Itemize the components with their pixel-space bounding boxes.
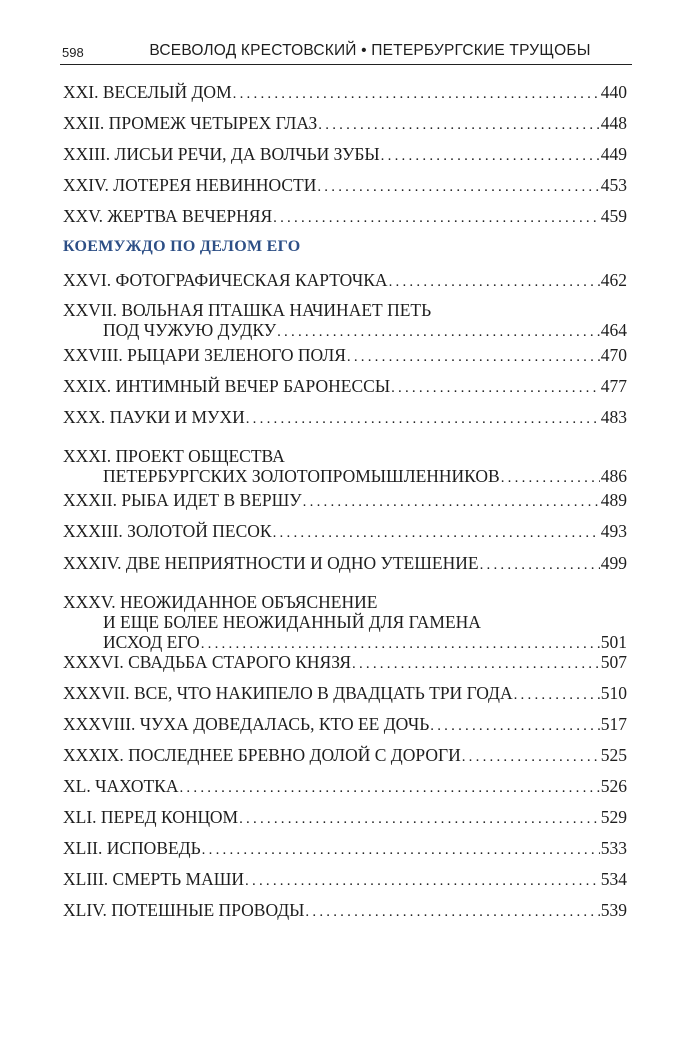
toc-entry-title: XLIII. СМЕРТЬ МАШИ bbox=[63, 869, 245, 889]
toc-entry-page: 510 bbox=[600, 683, 627, 703]
dot-leader bbox=[391, 378, 600, 398]
toc-entry[interactable] bbox=[63, 714, 627, 734]
toc-entry-page: 525 bbox=[600, 745, 627, 765]
toc-entry-title: XXXIX. ПОСЛЕДНЕЕ БРЕВНО ДОЛОЙ С ДОРОГИ bbox=[63, 745, 461, 765]
toc-entry-title: XXX. ПАУКИ И МУХИ bbox=[63, 407, 245, 427]
dot-leader bbox=[514, 685, 600, 705]
toc-entry[interactable] bbox=[63, 206, 627, 226]
toc-entry[interactable] bbox=[63, 900, 627, 920]
toc-entry-page: 453 bbox=[600, 175, 627, 195]
toc-entry-title: XXIV. ЛОТЕРЕЯ НЕВИННОСТИ bbox=[63, 175, 317, 195]
dot-leader bbox=[201, 634, 600, 654]
toc-entry[interactable] bbox=[63, 376, 627, 396]
toc-entry[interactable] bbox=[63, 683, 627, 703]
toc-entry[interactable] bbox=[63, 838, 627, 858]
dot-leader bbox=[462, 747, 600, 767]
dot-leader bbox=[381, 146, 600, 166]
dot-leader bbox=[239, 809, 600, 829]
toc-entry-title: XXXII. РЫБА ИДЕТ В ВЕРШУ bbox=[63, 490, 302, 510]
toc-entry-title: XXVII. ВОЛЬНАЯ ПТАШКА НАЧИНАЕТ ПЕТЬ bbox=[63, 300, 432, 320]
toc-entry-page: 464 bbox=[600, 320, 627, 340]
dot-leader bbox=[273, 523, 600, 543]
toc-entry-page: 459 bbox=[600, 206, 627, 226]
toc-entry-title: XXV. ЖЕРТВА ВЕЧЕРНЯЯ bbox=[63, 206, 273, 226]
toc-entry[interactable] bbox=[63, 745, 627, 765]
page-number: 598 bbox=[62, 45, 84, 60]
dot-leader bbox=[318, 115, 599, 135]
toc-entry[interactable] bbox=[63, 144, 627, 164]
toc-entry-title: XXXIII. ЗОЛОТОЙ ПЕСОК bbox=[63, 521, 272, 541]
toc-entry[interactable] bbox=[63, 446, 627, 486]
toc-entry[interactable] bbox=[63, 592, 627, 652]
dot-leader bbox=[501, 468, 600, 488]
dot-leader bbox=[430, 716, 599, 736]
dot-leader bbox=[245, 871, 600, 891]
toc-entry-title: XXIX. ИНТИМНЫЙ ВЕЧЕР БАРОНЕССЫ bbox=[63, 376, 391, 396]
toc-entry[interactable] bbox=[63, 407, 627, 427]
toc-entry-title: XXI. ВЕСЕЛЫЙ ДОМ bbox=[63, 82, 232, 102]
toc-entry[interactable] bbox=[63, 270, 627, 290]
toc-entry-title: XXXI. ПРОЕКТ ОБЩЕСТВА bbox=[63, 446, 285, 466]
dot-leader bbox=[305, 902, 599, 922]
toc-entry-page: 449 bbox=[600, 144, 627, 164]
toc-entry-page: 486 bbox=[600, 466, 627, 486]
toc-entry-page: 533 bbox=[600, 838, 627, 858]
toc-entry-title: XXIII. ЛИСЬИ РЕЧИ, ДА ВОЛЧЬИ ЗУБЫ bbox=[63, 144, 380, 164]
dot-leader bbox=[277, 322, 600, 342]
toc-entry[interactable] bbox=[63, 869, 627, 889]
dot-leader bbox=[347, 347, 600, 367]
toc-entry[interactable] bbox=[63, 652, 627, 672]
dot-leader bbox=[480, 555, 600, 575]
dot-leader bbox=[389, 272, 600, 292]
toc-entry-page: 526 bbox=[600, 776, 627, 796]
toc-entry[interactable] bbox=[63, 521, 627, 541]
dot-leader bbox=[303, 492, 600, 512]
dot-leader bbox=[233, 84, 600, 104]
toc-entry-page: 477 bbox=[600, 376, 627, 396]
toc-entry-title: XXVIII. РЫЦАРИ ЗЕЛЕНОГО ПОЛЯ bbox=[63, 345, 346, 365]
toc-entry-title: XLII. ИСПОВЕДЬ bbox=[63, 838, 201, 858]
toc-entry-title: XLI. ПЕРЕД КОНЦОМ bbox=[63, 807, 239, 827]
toc-entry[interactable] bbox=[63, 113, 627, 133]
dot-leader bbox=[273, 208, 600, 228]
toc-entry-title: ИСХОД ЕГО bbox=[103, 632, 200, 652]
toc-entry[interactable] bbox=[63, 553, 627, 573]
toc-entry[interactable] bbox=[63, 82, 627, 102]
toc-entry-page: 440 bbox=[600, 82, 627, 102]
toc-entry-page: 539 bbox=[600, 900, 627, 920]
toc-entry[interactable] bbox=[63, 807, 627, 827]
running-header bbox=[60, 40, 632, 65]
toc-entry-title: XXXVIII. ЧУХА ДОВЕДАЛАСЬ, КТО ЕЕ ДОЧЬ bbox=[63, 714, 430, 734]
toc-entry-title: XXII. ПРОМЕЖ ЧЕТЫРЕХ ГЛАЗ bbox=[63, 113, 318, 133]
toc-entry-title: XLIV. ПОТЕШНЫЕ ПРОВОДЫ bbox=[63, 900, 305, 920]
toc-entry-page: 483 bbox=[600, 407, 627, 427]
toc-entry-title: XXXVI. СВАДЬБА СТАРОГО КНЯЗЯ bbox=[63, 652, 351, 672]
dot-leader bbox=[202, 840, 600, 860]
toc-entry[interactable] bbox=[63, 776, 627, 796]
dot-leader bbox=[246, 409, 600, 429]
toc-entry-title: И ЕЩЕ БОЛЕЕ НЕОЖИДАННЫЙ ДЛЯ ГАМЕНА bbox=[103, 612, 481, 632]
toc-entry-page: 499 bbox=[600, 553, 627, 573]
toc-entry-page: 493 bbox=[600, 521, 627, 541]
toc-entry-title: XXXV. НЕОЖИДАННОЕ ОБЪЯСНЕНИЕ bbox=[63, 592, 378, 612]
toc-entry-page: 470 bbox=[600, 345, 627, 365]
toc-entry-title: ПЕТЕРБУРГСКИХ ЗОЛОТОПРОМЫШЛЕННИКОВ bbox=[103, 466, 500, 486]
toc-entry-title: XXXVII. ВСЕ, ЧТО НАКИПЕЛО В ДВАДЦАТЬ ТРИ ГОДА bbox=[63, 683, 513, 703]
toc-entry[interactable] bbox=[63, 175, 627, 195]
toc-entry-page: 534 bbox=[600, 869, 627, 889]
toc-entry-page: 448 bbox=[600, 113, 627, 133]
toc-entry-page: 489 bbox=[600, 490, 627, 510]
toc-entry[interactable] bbox=[63, 490, 627, 510]
toc-entry-title: XXXIV. ДВЕ НЕПРИЯТНОСТИ И ОДНО УТЕШЕНИЕ bbox=[63, 553, 479, 573]
toc-entry[interactable] bbox=[63, 345, 627, 365]
dot-leader bbox=[179, 778, 599, 798]
toc-entry-page: 517 bbox=[600, 714, 627, 734]
toc-entry-title: ПОД ЧУЖУЮ ДУДКУ bbox=[103, 320, 277, 340]
running-title: ВСЕВОЛОД КРЕСТОВСКИЙ • ПЕТЕРБУРГСКИЕ ТРУЩОБЫ bbox=[149, 42, 591, 59]
toc-entry-page: 501 bbox=[600, 632, 627, 652]
toc-section-heading: КОЕМУЖДО ПО ДЕЛОМ ЕГО bbox=[63, 238, 301, 255]
toc-entry[interactable] bbox=[63, 300, 627, 340]
toc-entry-title: XL. ЧАХОТКА bbox=[63, 776, 179, 796]
toc-entry-title: XXVI. ФОТОГРАФИЧЕСКАЯ КАРТОЧКА bbox=[63, 270, 388, 290]
dot-leader bbox=[317, 177, 599, 197]
dot-leader bbox=[352, 654, 600, 674]
toc-entry-page: 507 bbox=[600, 652, 627, 672]
toc-entry-page: 529 bbox=[600, 807, 627, 827]
toc-entry-page: 462 bbox=[600, 270, 627, 290]
